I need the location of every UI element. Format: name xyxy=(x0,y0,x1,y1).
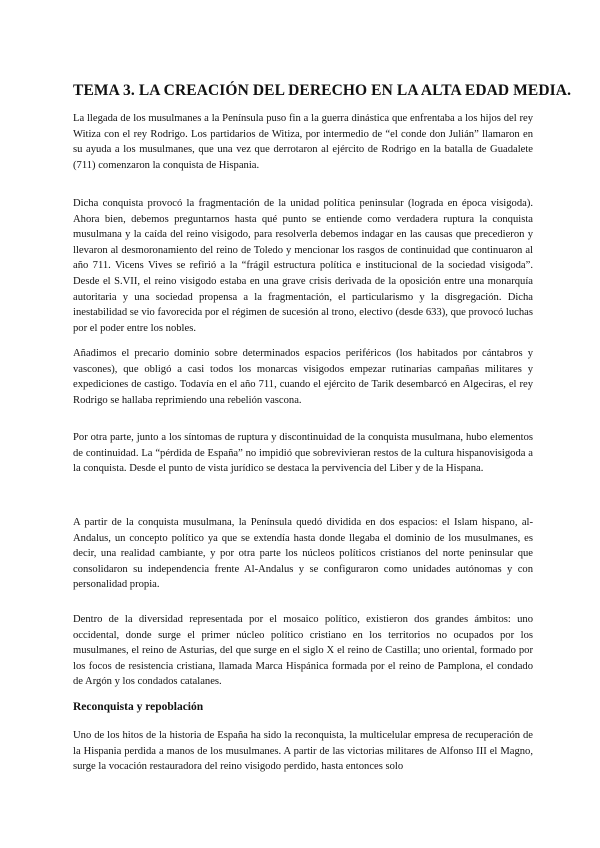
paragraph-2: Dicha conquista provocó la fragmentación de la unidad política peninsular (lograda en época visigoda). Ahora bien, debemos preguntarnos hasta qué punto se entiende como verdadera ruptura la conquista musulmana y la caída del reino visigodo, para resolverla debemos indagar en las causas que precedieron y llevaron al desmoronamiento del reino de Toledo y mencionar los rasgos de continuidad que continuaron al año 711. Vicens Vives se refirió a la “frágil estructura política e institucional de la sociedad visigoda”. Desde el S.VII, el reino visigodo estaba en una grave crisis derivada de la oposición entre una monarquía autoritaria y una sociedad propensa a la fragmentación, el particularismo y la disgregación. Dicha inestabilidad se vio favorecida por el régimen de sucesión al trono, electivo (desde 633), que provocó luchas por el poder entre los nobles. xyxy=(73,198,533,334)
section-paragraph: Uno de los hitos de la historia de España ha sido la reconquista, la multicelular empresa de recuperación de la Hispania perdida a manos de los musulmanes. A partir de las victorias militares de Alfonso III el Magno, surge la vocación restauradora del reino visigodo perdido, hasta entonces solo xyxy=(73,730,533,773)
paragraph-5: A partir de la conquista musulmana, la Península quedó dividida en dos espacios: el Islam hispano, al-Andalus, un concepto político ya que se extendía hasta donde llegaba el dominio de los musulmanes, es decir, una realidad cambiante, y por otra parte los núcleos políticos cristianos del norte peninsular que consolidaron su independencia frente Al-Andalus y se configuraron como unidades autónomas y con personalidad propia. xyxy=(73,517,533,591)
paragraph-4: Por otra parte, junto a los síntomas de ruptura y discontinuidad de la conquista musulmana, hubo elementos de continuidad. La “pérdida de España” no impidió que sobrevivieran restos de la cultura hispanovisigoda a la conquista. Desde el punto de vista jurídico se destaca la pervivencia del Liber y de la Hispana. xyxy=(73,432,533,475)
section-heading: Reconquista y repoblación xyxy=(73,701,204,713)
paragraph-1: La llegada de los musulmanes a la Península puso fin a la guerra dinástica que enfrentaba a los hijos del rey Witiza con el rey Rodrigo. Los partidarios de Witiza, por intermedio de “el conde don Julián” llamaron en su ayuda a los musulmanes, que una vez que derrotaron al ejército de Rodrigo en la batalla de Guadalete (711) comenzaron la conquista de Hispania. xyxy=(73,113,533,171)
document-title: TEMA 3. LA CREACIÓN DEL DERECHO EN LA ALTA EDAD MEDIA. xyxy=(73,82,572,99)
paragraph-6: Dentro de la diversidad representada por el mosaico político, existieron dos grandes ámbitos: uno occidental, donde surge el primer núcleo político cristiano en los territorios no ocupados por los musulmanes, el reino de Asturias, del que surge en el siglo X el reino de Castilla; uno oriental, formado por los focos de resistencia cristiana, llamada Marca Hispánica formada por el reino de Pamplona, el condado de Argón y los condados catalanes. xyxy=(73,614,533,688)
paragraph-3: Añadimos el precario dominio sobre determinados espacios periféricos (los habitados por cántabros y vascones), que obligó a casi todos los monarcas visigodos empezar rutinarias campañas militares y expediciones de castigo. Todavía en el año 711, cuando el ejército de Tarik desembarcó en Algeciras, el rey Rodrigo se hallaba reprimiendo una rebelión vascona. xyxy=(73,348,533,406)
